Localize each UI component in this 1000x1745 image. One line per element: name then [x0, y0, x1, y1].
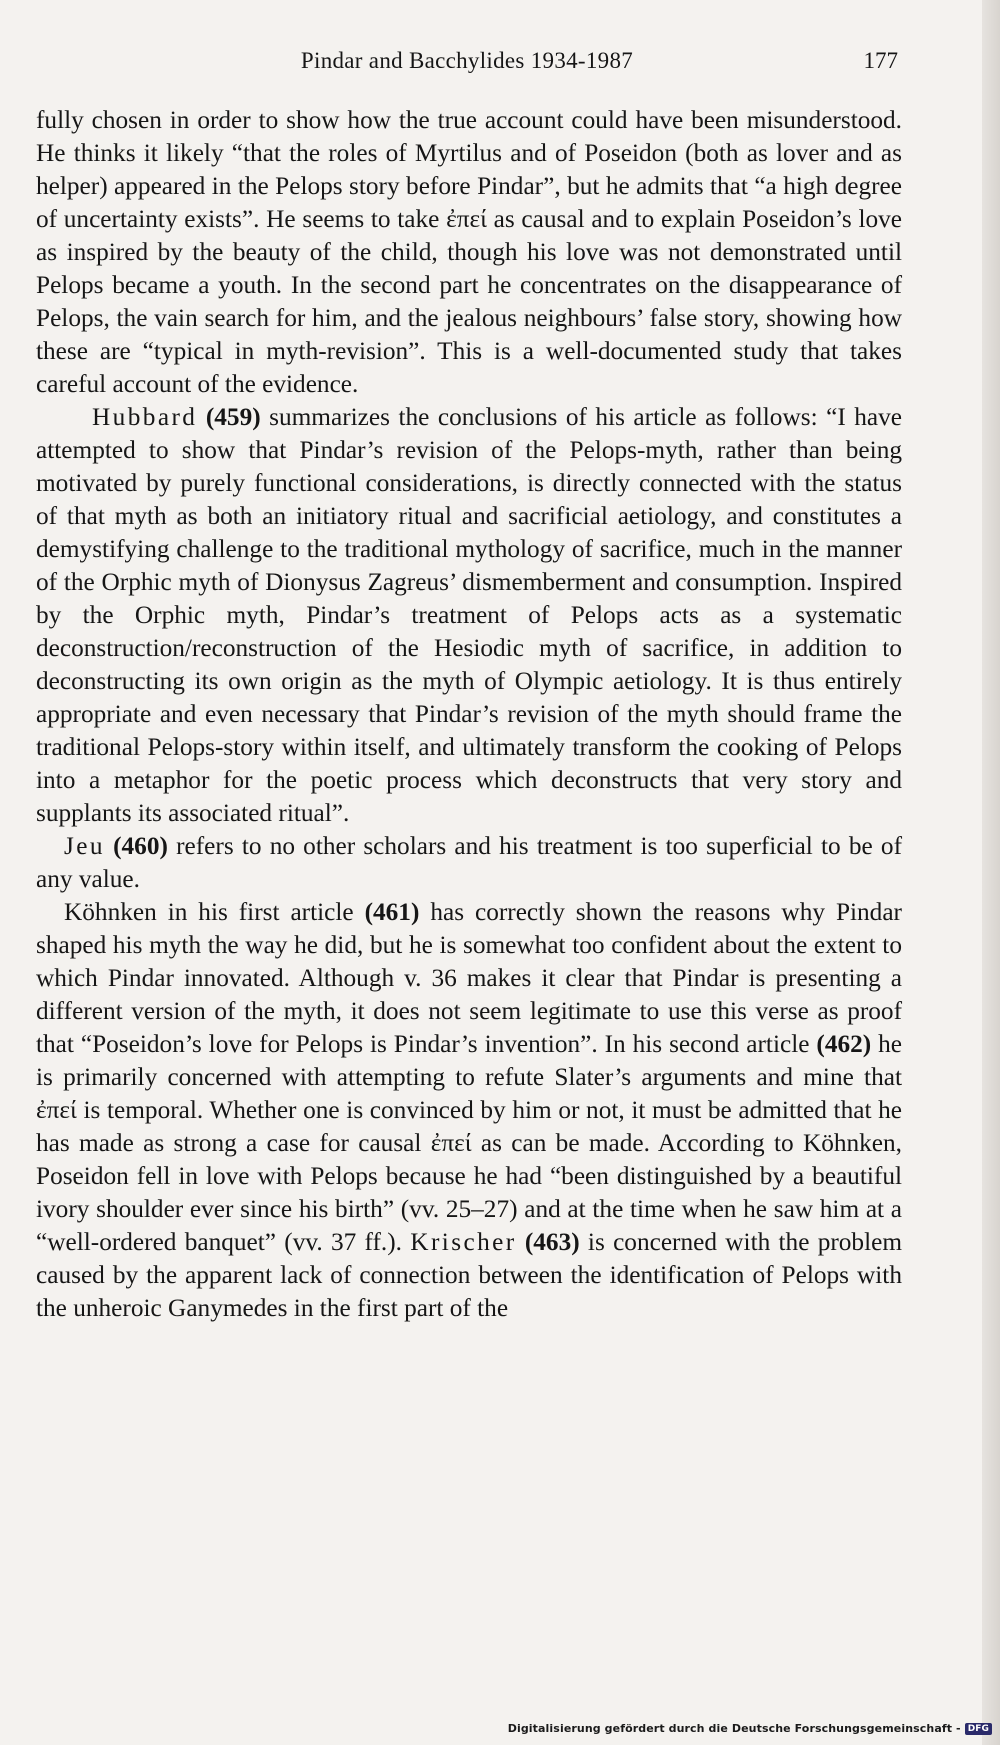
text-run: has correctly shown the reasons why Pindar shaped his myth the way he did, but he is somewhat too confident about the extent to which Pindar innovated. Although v. 36 makes it clear that Pindar is presenting a different version of the myth, it does not seem legitimate to use this verse as proof that “Poseidon’s love for Pelops is Pindar’s invention”. In his second article: [36, 898, 902, 1058]
running-head: [36, 48, 898, 82]
text-run: fully chosen in order to show how the true account could have been misunderstood. He thinks it likely “that the roles of Myrtilus and of Poseidon (both as lover and as helper) appeared in the Pelops story before Pindar”, but he admits that “a high degree of uncertainty exists”. He seems to take: [36, 106, 902, 233]
reference-number: (459): [205, 403, 261, 431]
text-run: as can be made. According to Köhnken, Poseidon fell in love with Pelops because he had “been distinguished by a beautiful ivory shoulder ever since his birth” (vv. 25–27) and at the time when he saw him at a “well-ordered banquet” (vv. 37 ff.).: [36, 1129, 903, 1256]
text-run: he is primarily concerned with attempting to refute Slater’s arguments and mine that: [36, 1030, 902, 1091]
text-run: is concerned with the problem caused by the apparent lack of connection between the identification of Pelops with the unheroic Ganymedes in the first part of the: [36, 1228, 902, 1322]
page-number: 177: [863, 48, 898, 73]
text-run: summarizes the conclusions of his article as follows: “I have attempted to show that Pindar’s revision of the Pelops-myth, rather than being motivated by purely functional considerations, is directly connected with the status of that myth as both an initiatory ritual and sacrificial aetiology, and constitutes a demystifying challenge to the traditional mythology of sacrifice, much in the manner of the Orphic myth of Dionysus Zagreus’ dismemberment and consumption. Inspired by the Orphic myth, Pindar’s treatment of Pelops acts as a systematic deconstruction/reconstruction of the Hesiodic myth of sacrifice, in addition to deconstructing its own origin as the myth of Olympic aetiology. It is thus entirely appropriate and even necessary that Pindar’s revision of the myth should frame the traditional Pelops-story within itself, and ultimately transform the cooking of Pelops into a metaphor for the poetic process which deconstructs that very story and supplants its associated ritual”.: [36, 403, 903, 827]
author-name-krischer: Krischer: [410, 1228, 517, 1256]
reference-number: (461): [364, 898, 420, 926]
greek-word: ἐπεί: [36, 1096, 77, 1124]
text-run: refers to no other scholars and his treatment is too superficial to be of any value.: [36, 832, 902, 893]
page-edge-shadow: [982, 0, 1000, 1745]
author-name-hubbard: Hubbard: [92, 403, 198, 431]
paragraph-1: [36, 104, 902, 401]
paragraph-2: [36, 401, 902, 830]
running-title: Pindar and Bacchylides 1934-1987: [300, 48, 634, 73]
reference-number: (463): [524, 1228, 580, 1256]
paragraph-3: [36, 830, 902, 896]
author-name-jeu: Jeu: [64, 832, 105, 860]
text-run: is temporal. Whether one is convinced by him or not, it must be admitted that he has made as strong a case for causal: [36, 1096, 902, 1157]
dfg-logo: DFG: [965, 1723, 992, 1735]
author-name-kohnken: Köhnken: [64, 898, 157, 926]
body-text: [36, 104, 902, 1325]
credit-text: Digitalisierung gefördert durch die Deutsche Forschungsgemeinschaft -: [507, 1722, 961, 1735]
text-run: as causal and to explain Poseidon’s love as inspired by the beauty of the child, though his love was not demonstrated until Pelops became a youth. In the second part he concentrates on the disappearance of Pelops, the vain search for him, and the jealous neighbours’ false story, showing how these are “typical in myth-revision”. This is a well-documented study that takes careful account of the evidence.: [36, 205, 902, 398]
paragraph-4: [36, 896, 902, 1325]
reference-number: (462): [816, 1030, 872, 1058]
text-run: in his first article: [156, 898, 365, 926]
reference-number: (460): [113, 832, 168, 860]
greek-word: ἐπεί: [430, 1129, 472, 1157]
digitization-credit: [508, 1722, 992, 1735]
greek-word: ἐπεί: [446, 205, 487, 233]
